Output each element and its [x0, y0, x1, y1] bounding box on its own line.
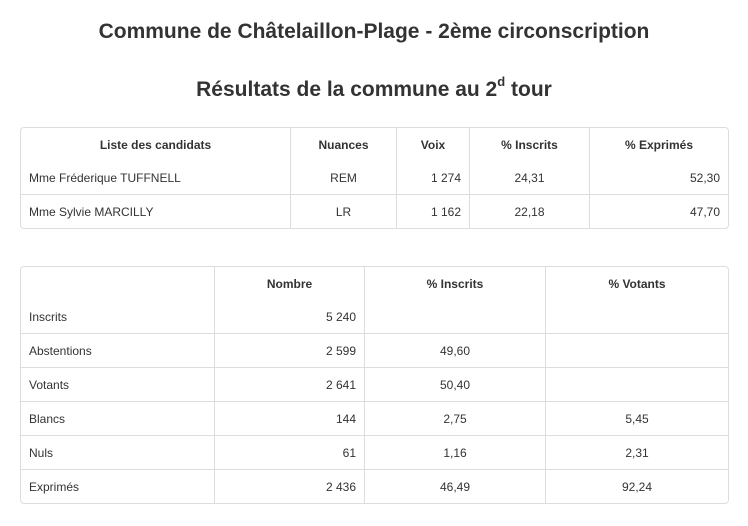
row-pct-votants: 92,24	[621, 479, 653, 494]
row-nombre: 61	[215, 436, 365, 470]
subtitle-main: Résultats de la commune au 2	[196, 78, 498, 101]
header-pct-inscrits: % Inscrits	[365, 267, 546, 300]
candidate-pct-inscrits: 22,18	[470, 195, 590, 228]
header-empty	[21, 267, 215, 300]
table-row	[21, 436, 728, 470]
row-pct-inscrits: 46,49	[365, 470, 546, 503]
row-pct-inscrits: 49,60	[365, 334, 546, 368]
page-subtitle	[0, 76, 748, 102]
row-pct-inscrits: 1,16	[365, 436, 546, 470]
page-title: Commune de Châtelaillon-Plage - 2ème circonscription	[98, 20, 650, 43]
table-row	[21, 334, 728, 368]
candidate-name: Mme Fréderique TUFFNELL	[21, 161, 291, 195]
header-pct-inscrits: % Inscrits	[470, 128, 590, 161]
row-pct-votants	[546, 300, 728, 334]
candidate-pct-inscrits: 24,31	[470, 161, 590, 195]
row-pct-votants: 2,31	[546, 436, 728, 470]
candidate-pct-exprimes: 52,30	[590, 161, 728, 195]
row-label: Abstentions	[21, 334, 215, 368]
row-pct-votants: 5,45	[546, 402, 728, 436]
candidates-header-row	[21, 128, 728, 161]
row-label: Votants	[21, 368, 215, 402]
table-row	[21, 195, 728, 228]
row-label: Exprimés	[21, 470, 215, 503]
candidate-name: Mme Sylvie MARCILLY	[21, 195, 291, 228]
row-label: Blancs	[21, 402, 215, 436]
subtitle-tail: tour	[505, 78, 552, 101]
row-pct-inscrits: 50,40	[365, 368, 546, 402]
header-pct-votants: % Votants	[608, 276, 666, 291]
row-nombre: 2 599	[215, 334, 365, 368]
header-candidates: Liste des candidats	[21, 128, 291, 161]
table-row	[21, 368, 728, 402]
row-nombre: 144	[215, 402, 365, 436]
row-pct-votants	[546, 368, 728, 402]
summary-header-row	[21, 267, 728, 300]
row-nombre: 2 436	[215, 470, 365, 503]
row-label: Inscrits	[21, 300, 215, 334]
header-nombre: Nombre	[215, 267, 365, 300]
subtitle-superscript: d	[497, 74, 506, 89]
row-nombre: 5 240	[215, 300, 365, 334]
table-row	[21, 161, 728, 195]
summary-table	[20, 266, 729, 504]
table-row	[21, 300, 728, 334]
row-label: Nuls	[21, 436, 215, 470]
candidates-table	[20, 127, 729, 229]
candidate-voix: 1 162	[397, 195, 470, 228]
table-row	[21, 470, 728, 503]
candidate-voix: 1 274	[397, 161, 470, 195]
candidate-nuance: REM	[291, 161, 397, 195]
row-pct-inscrits	[365, 300, 546, 334]
row-nombre: 2 641	[215, 368, 365, 402]
table-row	[21, 402, 728, 436]
header-voix: Voix	[397, 128, 470, 161]
header-pct-exprimes: % Exprimés	[624, 137, 694, 152]
row-pct-inscrits: 2,75	[365, 402, 546, 436]
candidate-nuance: LR	[291, 195, 397, 228]
candidate-pct-exprimes: 47,70	[689, 204, 720, 219]
header-nuances: Nuances	[291, 128, 397, 161]
row-pct-votants	[546, 334, 728, 368]
